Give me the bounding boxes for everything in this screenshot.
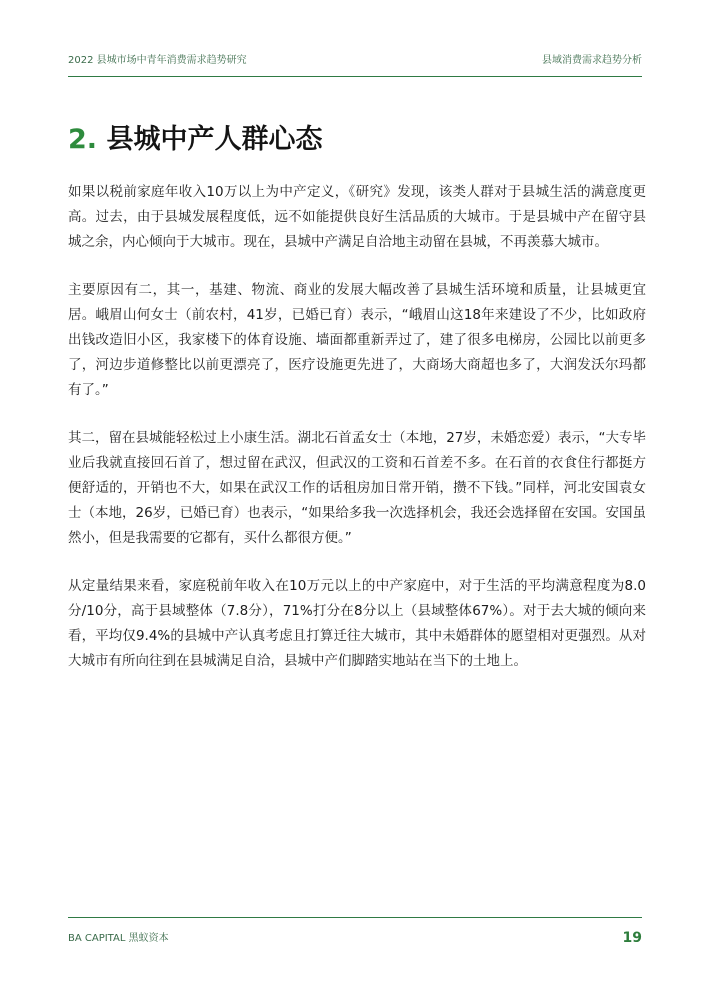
section-title: 县城中产人群心态: [106, 124, 323, 155]
running-header: [68, 54, 642, 68]
paragraph-4: 从定量结果来看，家庭税前年收入在10万元以上的中产家庭中，对于生活的平均满意程度为8.0分/10分，高于县域整体（7.8分），71%打分在8分以上（县域整体67%）。对于去大城的倾向来看，平均仅9.4%的县城中产认真考虑且打算迁往大城市，其中未婚群体的愿望相对更强烈。从对大城市有所向往到在县城满足自洽，县城中产们脚踏实地站在当下的土地上。: [68, 578, 646, 669]
body-text: [68, 180, 646, 698]
section-number: 2.: [68, 124, 98, 155]
paragraph-2: 主要原因有二，其一，基建、物流、商业的发展大幅改善了县城生活环境和质量，让县城更宜居。峨眉山何女士（前农村，41岁，已婚已育）表示，“峨眉山这18年来建设了不少，比如政府出钱改造旧小区，我家楼下的体育设施、墙面都重新弄过了，建了很多电梯房，公园比以前更多了，河边步道修整比以前更漂亮了，医疗设施更先进了，大商场大商超也多了，大润发沃尔玛都有了。”: [68, 282, 646, 398]
page-title: [68, 120, 322, 160]
paragraph-1: 如果以税前家庭年收入10万以上为中产定义，《研究》发现，该类人群对于县城生活的满意度更高。过去，由于县城发展程度低，远不如能提供良好生活品质的大城市。于是县城中产在留守县城之余，内心倾向于大城市。现在，县城中产满足自洽地主动留在县城，不再羡慕大城市。: [68, 184, 646, 250]
footer-brand: BA CAPITAL 黑蚁资本: [68, 933, 169, 944]
paragraph-3: 其二，留在县城能轻松过上小康生活。湖北石首孟女士（本地，27岁，未婚恋爱）表示，“大专毕业后我就直接回石首了，想过留在武汉，但武汉的工资和石首差不多。在石首的衣食住行都挺方便舒适的，开销也不大，如果在武汉工作的话租房加日常开销，攒不下钱。”同样，河北安国袁女士（本地，26岁，已婚已育）也表示，“如果给多我一次选择机会，我还会选择留在安国。安国虽然小，但是我需要的它都有，买什么都很方便。”: [68, 430, 646, 546]
header-divider: [68, 76, 642, 77]
footer-divider: [68, 917, 642, 918]
page-number: 19: [622, 930, 642, 946]
section-name: 县域消费需求趋势分析: [542, 55, 642, 66]
report-title: 2022 县城市场中青年消费需求趋势研究: [68, 55, 247, 66]
